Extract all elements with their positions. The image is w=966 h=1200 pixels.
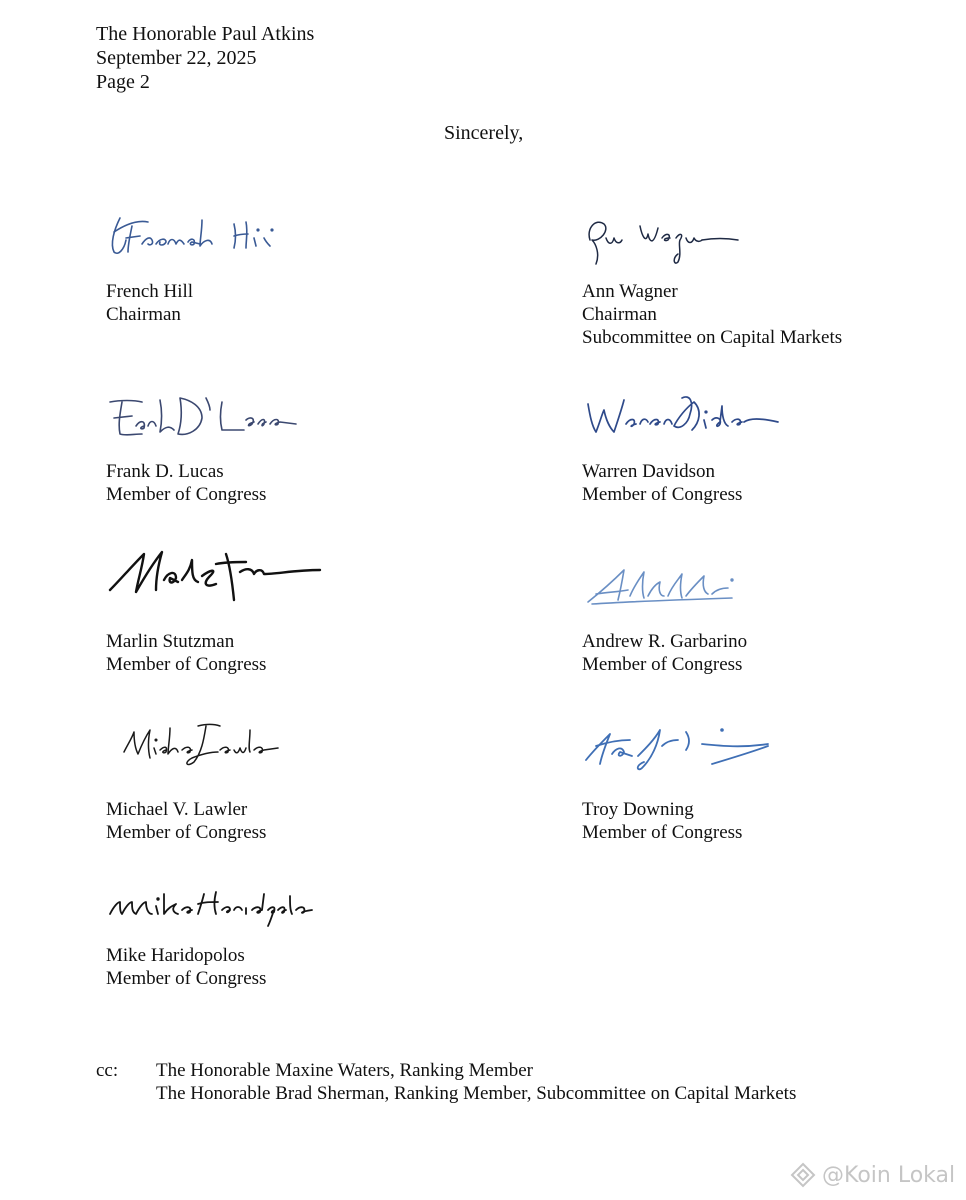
signatory-name: Marlin Stutzman <box>106 631 235 652</box>
signatory-title: Chairman <box>582 304 657 325</box>
signatory-text <box>106 798 266 844</box>
cc-label: cc: <box>96 1060 119 1081</box>
signatory-title: Member of Congress <box>106 654 267 675</box>
signature-image <box>106 718 286 773</box>
signatory-name: Michael V. Lawler <box>106 799 248 820</box>
signatory-text <box>106 460 266 506</box>
page-number: Page 2 <box>96 71 150 93</box>
cc-recipients <box>156 1059 796 1105</box>
signature-image <box>582 390 782 442</box>
signatory-title: Member of Congress <box>582 484 743 505</box>
signatory-name: Mike Haridopolos <box>106 945 245 966</box>
signatory-title: Member of Congress <box>106 822 267 843</box>
signatory-title: Member of Congress <box>106 484 267 505</box>
signatory-title: Chairman <box>106 304 181 325</box>
signatory-subtitle: Subcommittee on Capital Markets <box>582 327 843 348</box>
watermark-text: @Koin Lokal <box>822 1162 956 1188</box>
signatory-text <box>106 944 266 990</box>
signatory-name: French Hill <box>106 281 194 302</box>
signatory-name: Warren Davidson <box>582 461 716 482</box>
watermark <box>790 1158 955 1192</box>
addressee: The Honorable Paul Atkins <box>96 23 315 45</box>
cc-recipient: The Honorable Maxine Waters, Ranking Member <box>156 1060 533 1081</box>
signature-image <box>582 720 772 775</box>
signature-image <box>582 560 752 610</box>
letter-header <box>96 22 314 94</box>
signatory-text <box>582 630 747 676</box>
signatory-text <box>106 280 193 326</box>
signature-image <box>106 884 316 929</box>
signature-image <box>582 210 752 275</box>
signature-image <box>106 210 296 265</box>
signatory-text <box>582 798 742 844</box>
signatory-text <box>582 460 742 506</box>
cc-recipient: The Honorable Brad Sherman, Ranking Member, Subcommittee on Capital Markets <box>156 1083 797 1104</box>
signatory-text <box>106 630 266 676</box>
closing: Sincerely, <box>444 122 524 144</box>
signatory-title: Member of Congress <box>582 822 743 843</box>
signatory-name: Frank D. Lucas <box>106 461 224 482</box>
signatory-title: Member of Congress <box>582 654 743 675</box>
signatory-name: Ann Wagner <box>582 281 678 302</box>
signatory-name: Troy Downing <box>582 799 694 820</box>
signatory-title: Member of Congress <box>106 968 267 989</box>
diamond-logo-icon <box>790 1162 816 1188</box>
signature-image <box>106 390 306 442</box>
signatory-text <box>582 280 842 349</box>
letter-date: September 22, 2025 <box>96 47 257 69</box>
signature-image <box>106 540 326 610</box>
signatory-name: Andrew R. Garbarino <box>582 631 748 652</box>
